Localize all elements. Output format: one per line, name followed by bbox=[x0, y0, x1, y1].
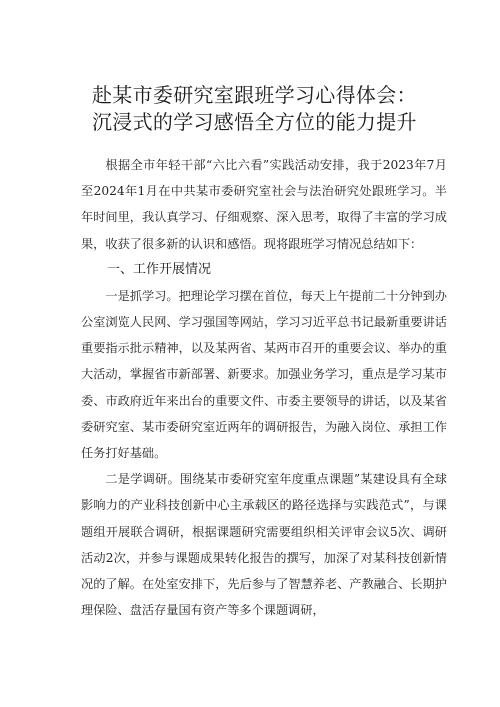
intro-paragraph: 根据全市年轻干部“六比六看”实践活动安排，我于2023年7月至2024年1月在中共某市委研究室社会与法治研究处跟班学习。半年时间里，我认真学习、仔细观察、深入思考，取得了丰富的学习成果，收获了很多新的认识和感悟。现将跟班学习情况总结如下： bbox=[81, 158, 447, 251]
document-title: 赴某市委研究室跟班学习心得体会：沉浸式的学习感悟全方位的能力提升 bbox=[92, 83, 417, 134]
section-heading-work: 一、工作开展情况 bbox=[107, 261, 212, 277]
paragraph-research: 二是学调研。围绕某市委研究室年度重点课题”某建设具有全球影响力的产业科技创新中心主承载区的路径选择与实践范式”，与课题组开展联合调研，根据课题研究需要组织相关评审会议5次、调研活动2次，并参与课题成果转化报告的撰写，加深了对某科技创新情况的了解。在处室安排下，先后参与了智慧养老、产教融合、长期护理保险、盘活存量国有资产等多个课题调研， bbox=[81, 472, 447, 618]
document-body bbox=[81, 152, 447, 623]
paragraph-study: 一是抓学习。把理论学习摆在首位，每天上午提前二十分钟到办公室浏览人民网、学习强国等网站，学习习近平总书记最新重要讲话重要指示批示精神，以及某两省、某两市召开的重要会议、举办的重大活动，掌握省市新部署、新要求。加强业务学习，重点是学习某市委、市政府近年来出台的重要文件、市委主要领导的讲话，以及某省委研究室、某市委研究室近两年的调研报告，为融入岗位、承担工作任务打好基础。 bbox=[81, 288, 447, 461]
